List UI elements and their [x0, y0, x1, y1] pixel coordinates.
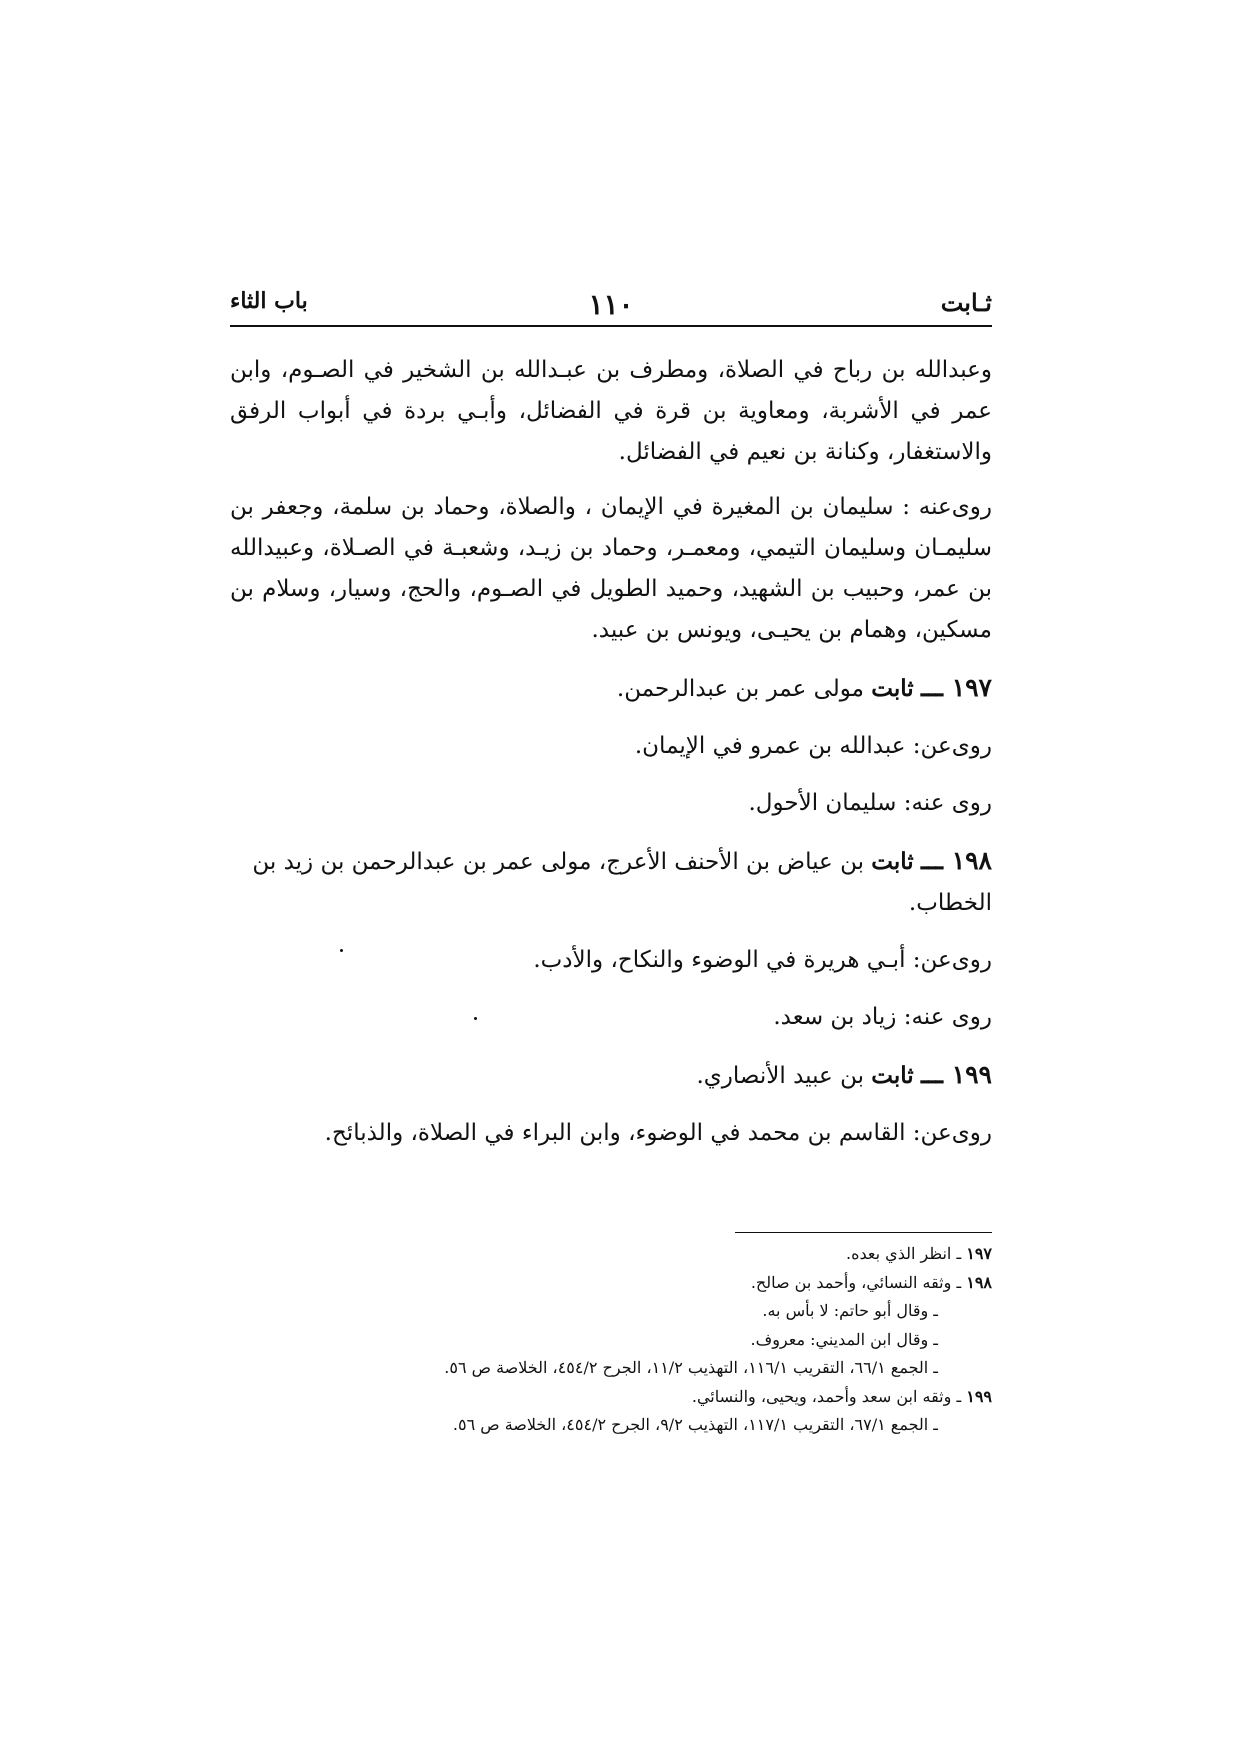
entry-197-narrated-from: روى‌عن: عبدالله بن عمرو في الإيمان.	[634, 733, 992, 759]
entry-198-heading	[230, 840, 992, 924]
entry-description: مولى عمر بن عبدالرحمن.	[616, 676, 864, 702]
footnote-number: ١٩٧	[966, 1244, 992, 1263]
header-rule	[230, 325, 992, 327]
entry-198-narrated-from: روى‌عن: أبـي هريرة في الوضوء والنكاح، والأدب.	[533, 947, 992, 973]
entry-description: بن عبيد الأنصاري.	[696, 1063, 864, 1089]
entry-number: ١٩٩ ـــ	[921, 1060, 992, 1089]
entry-name: ثابت	[871, 675, 914, 702]
paragraph-narrators-to: روى‌عنه : سليمان بن المغيرة في الإيمان ، والصلاة، وحماد بن سلمة، وجعفر بن سليمـان وسليمان التيمي، ومعمـر، وحماد بن زيـد، وشعبـة في الصـلاة، وعبيدالله بن عمر، وحبيب بن الشهيد، وحميد الطويل في الصـوم، والحج، وسيار، وسلام بن مسكين، وهمام بن يحيـى، ويونس بن عبيد.	[230, 494, 992, 643]
entry-name: ثابت	[871, 848, 914, 875]
ink-speck	[474, 1017, 477, 1020]
running-header	[230, 288, 992, 324]
entry-199-heading	[230, 1054, 992, 1097]
footnote-sources: ـ الجمع ٦٧/١، التقريب ١١٧/١، التهذيب ٩/٢، الجرح ٤٥٤/٢، الخلاصة ص ٥٦.	[452, 1415, 938, 1434]
entry-name: ثابت	[871, 1062, 914, 1089]
footnote-text: ـ وثقه ابن سعد وأحمد، ويحيى، والنسائي.	[691, 1386, 962, 1406]
entry-number: ١٩٨ ـــ	[921, 846, 992, 875]
footnotes	[230, 1240, 992, 1440]
entry-199-narrated-from: روى‌عن: القاسم بن محمد في الوضوء، وابن البراء في الصلاة، والذبائح.	[324, 1120, 992, 1146]
footnote-text: ـ انظر الذي بعده.	[846, 1244, 962, 1263]
footnote-line: ـ وقال أبو حاتم: لا بأس به.	[762, 1301, 938, 1320]
footnote-rule	[735, 1232, 992, 1233]
footnote-number: ١٩٨	[966, 1272, 992, 1292]
ink-speck	[340, 949, 343, 952]
page-number: ١١٠	[588, 288, 634, 321]
paragraph-narrators-from: وعبدالله بن رباح في الصلاة، ومطرف بن عبـدالله بن الشخير في الصـوم، وابن عمر في الأشربة، ومعاوية بن قرة في الفضائل، وأبـي بردة في أبواب الرفق والاستغفار، وكنانة بن نعيم في الفضائل.	[230, 357, 992, 465]
footnote-sources: ـ الجمع ٦٦/١، التقريب ١١٦/١، التهذيب ١١/٢، الجرح ٤٥٤/٢، الخلاصة ص ٥٦.	[444, 1358, 938, 1377]
main-text	[230, 350, 992, 1154]
header-entry-name: ثـابت	[940, 288, 992, 317]
footnote-197	[230, 1240, 992, 1269]
entry-number: ١٩٧ ـــ	[921, 673, 992, 702]
footnote-198	[230, 1269, 992, 1298]
entry-197-heading	[230, 667, 992, 710]
header-chapter-title: باب الثاء	[230, 288, 308, 314]
footnote-text: ـ وثقه النسائي، وأحمد بن صالح.	[750, 1272, 962, 1292]
entry-197-narrated-by: روى عنه: سليمان الأحول.	[748, 790, 992, 816]
entry-198-narrated-by: روى عنه: زياد بن سعد.	[773, 1004, 992, 1030]
footnote-199	[230, 1383, 992, 1412]
footnote-line: ـ وقال ابن المديني: معروف.	[750, 1329, 938, 1349]
footnote-number: ١٩٩	[966, 1386, 992, 1406]
entry-description: بن عياض بن الأحنف الأعرج، مولى عمر بن عبدالرحمن بن زيد بن الخطاب.	[252, 849, 992, 916]
